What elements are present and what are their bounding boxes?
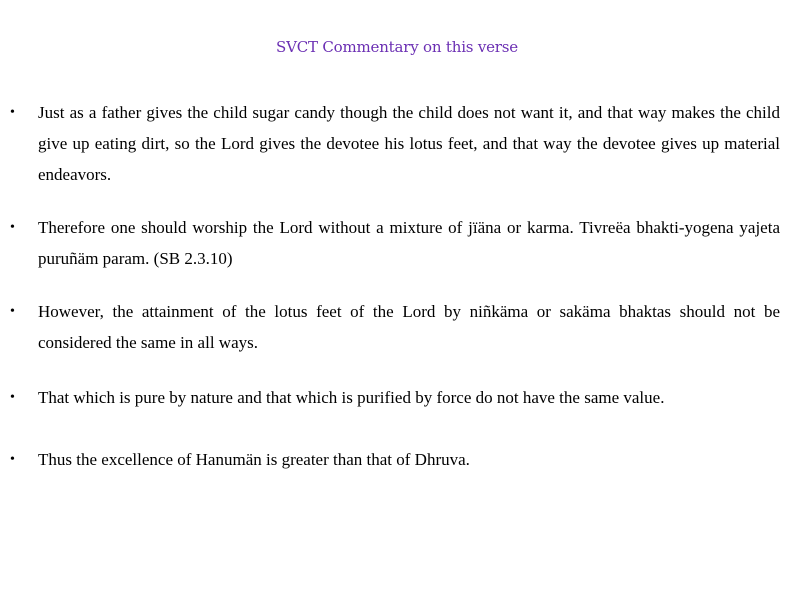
bullet-item bbox=[10, 444, 780, 475]
bullet-item bbox=[10, 212, 780, 274]
bullet-item bbox=[10, 296, 780, 358]
bullet-dot-icon: • bbox=[10, 452, 15, 467]
bullet-text: Therefore one should worship the Lord without a mixture of jïäna or karma. Tivreëa bhakti-yogena yajeta puruñäm param. (SB 2.3.10) bbox=[38, 218, 780, 268]
bullet-dot-icon: • bbox=[10, 304, 15, 319]
bullet-text: Just as a father gives the child sugar candy though the child does not want it, and that way makes the child give up eating dirt, so the Lord gives the devotee his lotus feet, and that way the devotee gives up material endeavors. bbox=[38, 103, 780, 184]
bullet-text: However, the attainment of the lotus feet of the Lord by niñkäma or sakäma bhaktas should not be considered the same in all ways. bbox=[38, 302, 780, 352]
bullet-dot-icon: • bbox=[10, 105, 15, 120]
bullet-item bbox=[10, 382, 780, 413]
bullet-list bbox=[10, 97, 780, 475]
bullet-dot-icon: • bbox=[10, 220, 15, 235]
bullet-item bbox=[10, 97, 780, 190]
bullet-text: That which is pure by nature and that which is purified by force do not have the same value. bbox=[38, 388, 665, 407]
slide-title: SVCT Commentary on this verse bbox=[276, 38, 518, 56]
bullet-text: Thus the excellence of Hanumän is greater than that of Dhruva. bbox=[38, 450, 470, 469]
bullet-dot-icon: • bbox=[10, 390, 15, 405]
